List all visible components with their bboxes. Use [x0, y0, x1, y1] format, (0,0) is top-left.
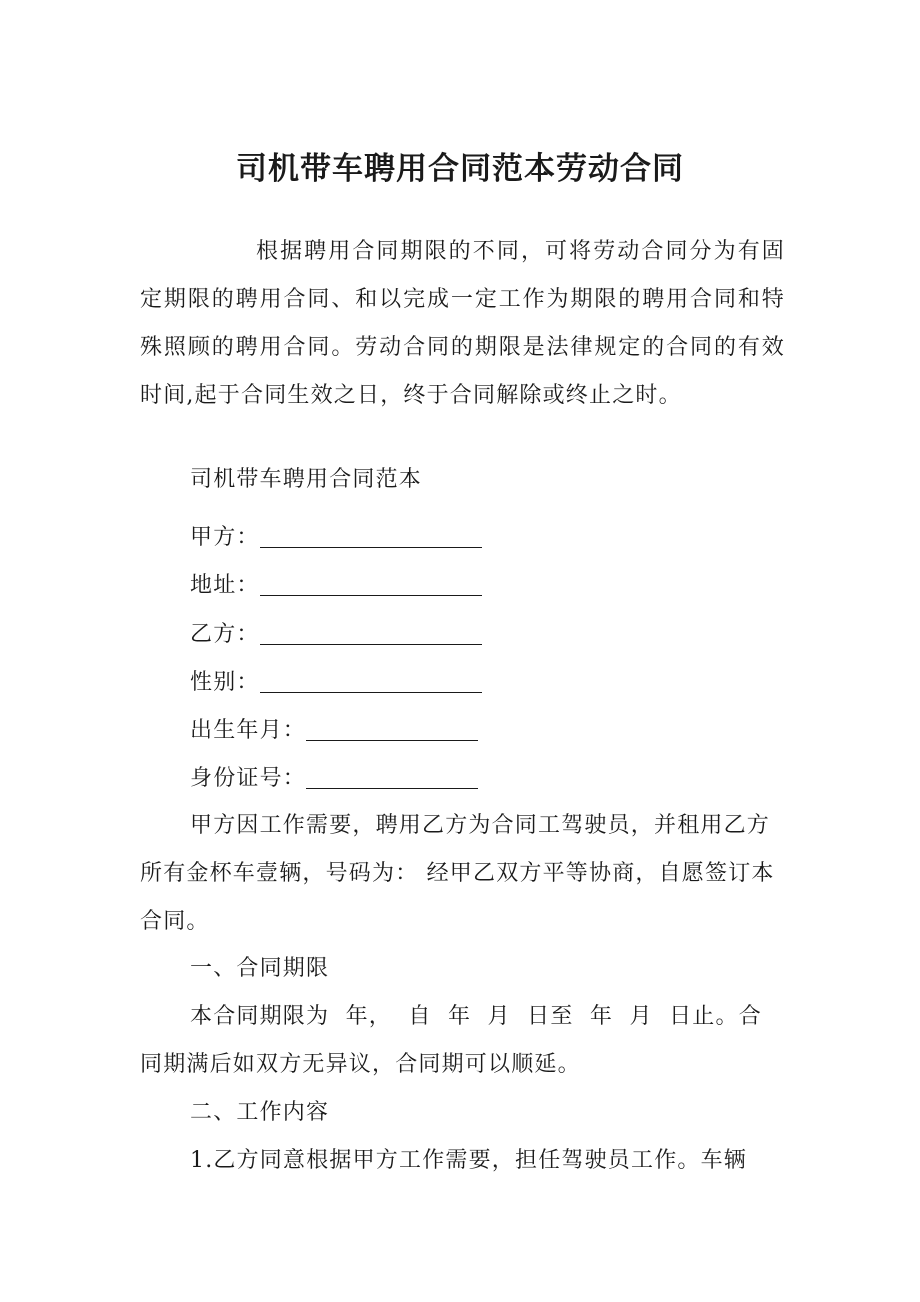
field-label: 乙方： — [190, 622, 260, 647]
intro-paragraph: 根据聘用合同期限的不同，可将劳动合同分为有固定期限的聘用合同、和以完成一定工作为期限的聘用合同和特殊照顾的聘用合同。劳动合同的期限是法律规定的合同的有效时间,起于合同生效之日，终于合同解除或终止之时。 — [140, 239, 785, 408]
party-b-field — [190, 617, 482, 649]
section-1-heading: 一、合同期限 — [190, 956, 330, 981]
field-label: 地址： — [190, 573, 260, 598]
section-2-item-1: 1.乙方同意根据甲方工作需要，担任驾驶员工作。车辆 — [190, 1148, 747, 1173]
field-label: 甲方： — [190, 525, 260, 550]
party-a-field — [190, 520, 482, 552]
document-title: 司机带车聘用合同范本劳动合同 — [236, 151, 684, 187]
address-field — [190, 568, 482, 600]
gender-field — [190, 665, 482, 697]
section-1-paragraph: 本合同期限为 年， 自 年 月 日至 年 月 日止。合同期满后如双方无异议，合同期可以顺延。 — [140, 1004, 762, 1077]
field-label: 出生年月： — [190, 718, 307, 743]
birth-date-field — [190, 713, 478, 745]
gender-blank-line — [260, 670, 482, 693]
contract-subtitle: 司机带车聘用合同范本 — [190, 467, 423, 492]
field-label: 身份证号： — [190, 766, 307, 791]
section-2-heading: 二、工作内容 — [190, 1100, 330, 1125]
address-blank-line — [260, 573, 482, 596]
id-number-blank-line — [306, 766, 478, 789]
id-number-field — [190, 761, 478, 793]
party-a-blank-line — [260, 525, 482, 548]
field-label: 性别： — [190, 670, 260, 695]
birth-date-blank-line — [306, 718, 478, 741]
purpose-paragraph: 甲方因工作需要，聘用乙方为合同工驾驶员，并租用乙方所有金杯车壹辆，号码为： 经甲乙双方平等协商，自愿签订本合同。 — [140, 813, 775, 934]
party-b-blank-line — [260, 622, 482, 645]
